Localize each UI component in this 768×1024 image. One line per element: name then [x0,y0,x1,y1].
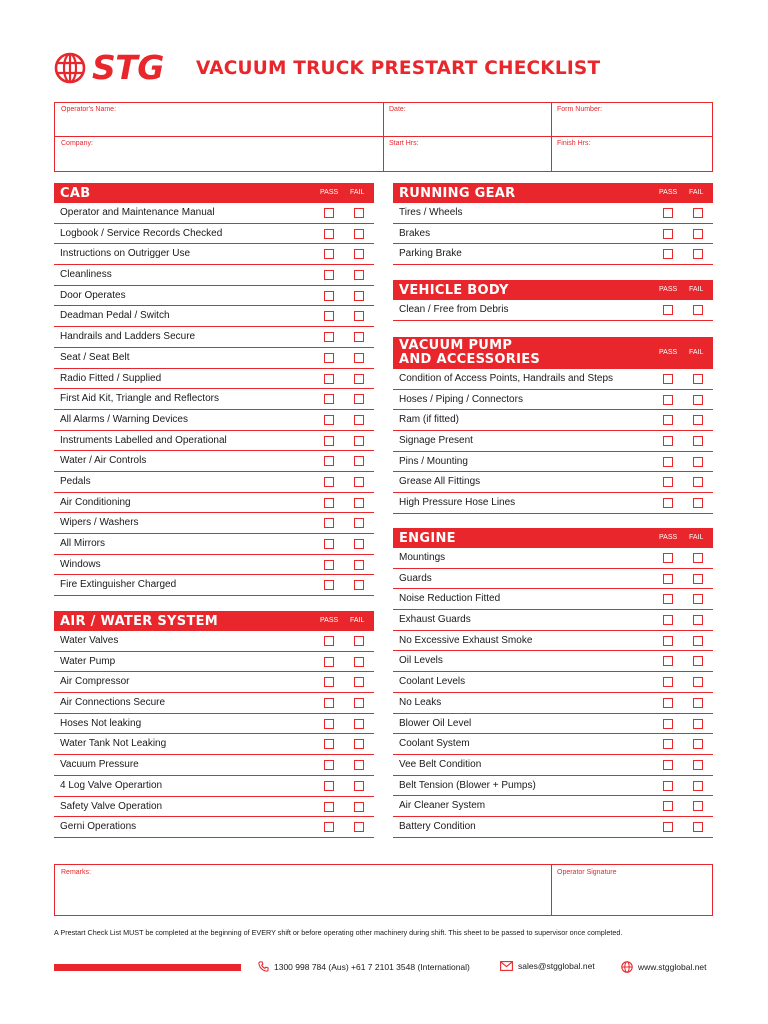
footer-website [621,961,707,973]
checklist-item-label: Noise Reduction Fitted [399,593,501,605]
checklist-item-label: Condition of Access Points, Handrails and Steps [399,373,614,384]
pass-checkbox[interactable] [663,677,673,687]
checklist-item-label: Handrails and Ladders Secure [60,331,196,343]
fail-column-label: FAIL [689,534,704,541]
fail-checkbox[interactable] [693,822,703,832]
fail-checkbox[interactable] [693,781,703,791]
pass-column-label: PASS [659,349,678,356]
checklist-row [54,327,374,348]
checklist-row [54,265,374,286]
checklist-item-label: Cleanliness [60,269,112,281]
pass-checkbox[interactable] [663,781,673,791]
checklist-item-label: Oil Levels [399,655,443,667]
checklist-item-label: High Pressure Hose Lines [399,497,516,509]
checklist-row [54,797,374,818]
phone-numbers[interactable]: 1300 998 784 (Aus) +61 7 2101 3548 (International) [274,961,470,972]
fail-column-label: FAIL [689,189,704,196]
checklist-row [54,755,374,776]
fail-checkbox[interactable] [693,656,703,666]
email-link[interactable]: sales@stgglobal.net [518,961,595,971]
checklist-row [393,693,713,714]
pass-checkbox[interactable] [324,208,334,218]
pass-checkbox[interactable] [324,781,334,791]
fail-checkbox[interactable] [354,802,364,812]
fail-checkbox[interactable] [693,229,703,239]
operator-info-box [54,102,713,172]
fail-checkbox[interactable] [354,698,364,708]
checklist-row [393,610,713,631]
checklist-row [393,734,713,755]
pass-checkbox[interactable] [324,229,334,239]
pass-checkbox[interactable] [324,739,334,749]
checklist-item-label: Gerni Operations [60,821,137,833]
checklist-row [393,714,713,735]
pass-checkbox[interactable] [324,498,334,508]
checklist-item-label: Coolant System [399,738,470,750]
fail-checkbox[interactable] [693,698,703,708]
website-link[interactable]: www.stgglobal.net [638,962,707,972]
pass-checkbox[interactable] [324,539,334,549]
operator-signature-field[interactable]: Operator Signature [557,869,617,876]
pass-checkbox[interactable] [324,353,334,363]
section-engine [393,528,713,838]
section-header [393,183,713,203]
fail-checkbox[interactable] [354,539,364,549]
checklist-item-label: Parking Brake [399,248,462,260]
checklist-row [54,203,374,224]
checklist-item-label: Brakes [399,227,431,239]
checklist-row [393,589,713,610]
checklist-row [54,555,374,576]
checklist-item-label: Belt Tension (Blower + Pumps) [399,779,536,791]
fail-checkbox[interactable] [693,305,703,315]
checklist-row [54,348,374,369]
checklist-item-label: Coolant Levels [399,676,466,688]
fail-checkbox[interactable] [354,677,364,687]
stg-logo [54,50,194,86]
fail-checkbox[interactable] [693,677,703,687]
checklist-row [54,389,374,410]
pass-checkbox[interactable] [663,760,673,770]
fail-checkbox[interactable] [693,636,703,646]
checklist-row [54,652,374,673]
fail-checkbox[interactable] [354,781,364,791]
pass-checkbox[interactable] [663,498,673,508]
pass-checkbox[interactable] [663,208,673,218]
checklist-row [393,203,713,224]
checklist-item-label: Water / Air Controls [60,455,147,467]
checklist-item-label: Guards [399,572,432,584]
pass-checkbox[interactable] [663,305,673,315]
checklist-row [393,224,713,245]
checklist-rows [54,631,374,838]
operator-name-field[interactable]: Operator's Name: [61,106,117,113]
checklist-item-label: Instructions on Outrigger Use [60,248,191,260]
fail-checkbox[interactable] [354,229,364,239]
fail-checkbox[interactable] [354,436,364,446]
fail-checkbox[interactable] [693,574,703,584]
start-hrs-field[interactable]: Start Hrs: [389,140,419,147]
checklist-row [393,472,713,493]
pass-checkbox[interactable] [324,802,334,812]
fail-checkbox[interactable] [693,436,703,446]
checklist-item-label: Wipers / Washers [60,517,139,529]
checklist-row [54,244,374,265]
fail-checkbox[interactable] [693,457,703,467]
checklist-item-label: Hoses Not leaking [60,717,142,729]
pass-checkbox[interactable] [663,719,673,729]
checklist-item-label: All Mirrors [60,538,105,549]
document-header [54,50,714,90]
fail-checkbox[interactable] [354,560,364,570]
section-cab [54,183,374,596]
checklist-row [393,431,713,452]
pass-checkbox[interactable] [663,656,673,666]
checklist-item-label: Instruments Labelled and Operational [60,434,227,446]
pass-checkbox[interactable] [663,615,673,625]
pass-checkbox[interactable] [324,677,334,687]
globe-icon [621,961,633,973]
checklist-item-label: 4 Log Valve Operartion [60,779,163,791]
pass-checkbox[interactable] [324,760,334,770]
fail-checkbox[interactable] [693,739,703,749]
fail-checkbox[interactable] [354,208,364,218]
pass-column-label: PASS [659,534,678,541]
pass-checkbox[interactable] [324,374,334,384]
checklist-row [54,672,374,693]
checklist-row [54,534,374,555]
checklist-row [54,224,374,245]
section-title: VEHICLE BODY [399,283,509,298]
pass-checkbox[interactable] [663,477,673,487]
date-field[interactable]: Date: [389,106,406,113]
fail-column-label: FAIL [350,189,365,196]
pass-checkbox[interactable] [324,657,334,667]
remarks-box [54,864,713,916]
checklist-row [393,796,713,817]
checklist-rows [54,203,374,596]
checklist-item-label: Seat / Seat Belt [60,351,130,363]
fail-checkbox[interactable] [354,580,364,590]
fail-checkbox[interactable] [693,594,703,604]
finish-hrs-field[interactable]: Finish Hrs: [557,140,591,147]
section-title: ENGINE [399,531,456,546]
pass-checkbox[interactable] [663,574,673,584]
logo-text: STG [92,48,164,87]
checklist-row [54,776,374,797]
pass-checkbox[interactable] [324,311,334,321]
pass-checkbox[interactable] [663,739,673,749]
checklist-row [54,431,374,452]
checklist-item-label: Air Cleaner System [399,800,486,812]
fail-checkbox[interactable] [354,760,364,770]
fail-checkbox[interactable] [693,395,703,405]
checklist-item-label: Water Pump [60,655,116,667]
section-title: RUNNING GEAR [399,186,516,201]
pass-checkbox[interactable] [663,822,673,832]
checklist-item-label: Signage Present [399,435,473,447]
checklist-row [393,817,713,838]
checklist-item-label: Mountings [399,552,446,563]
pass-checkbox[interactable] [324,415,334,425]
checklist-item-label: Deadman Pedal / Switch [60,310,170,322]
pass-checkbox[interactable] [324,394,334,404]
fail-checkbox[interactable] [354,353,364,363]
checklist-item-label: Battery Condition [399,820,476,832]
checklist-row [54,472,374,493]
checklist-row [54,286,374,307]
fail-checkbox[interactable] [693,415,703,425]
fail-checkbox[interactable] [354,311,364,321]
fail-checkbox[interactable] [354,415,364,425]
checklist-row [54,817,374,838]
pass-checkbox[interactable] [324,436,334,446]
document-title: VACUUM TRUCK PRESTART CHECKLIST [196,58,601,79]
checklist-rows [393,369,713,514]
checklist-row [393,493,713,514]
pass-checkbox[interactable] [324,580,334,590]
pass-column-label: PASS [320,617,339,624]
globe-icon [54,52,86,84]
checklist-row [393,776,713,797]
section-header [393,280,713,300]
fail-checkbox[interactable] [693,249,703,259]
checklist-item-label: Air Conditioning [60,496,131,508]
section-title-line2: AND ACCESSORIES [399,352,541,367]
checklist-item-label: Logbook / Service Records Checked [60,227,223,239]
fail-checkbox[interactable] [354,249,364,259]
section-header [54,183,374,203]
checklist-item-label: All Alarms / Warning Devices [60,413,188,425]
pass-checkbox[interactable] [324,822,334,832]
checklist-item-label: No Leaks [399,696,442,708]
fail-checkbox[interactable] [354,822,364,832]
fail-checkbox[interactable] [354,332,364,342]
checklist-item-label: Door Operates [60,289,126,301]
pass-column-label: PASS [659,189,678,196]
checklist-item-label: Windows [60,558,101,570]
footer-email [500,961,595,971]
fail-checkbox[interactable] [354,739,364,749]
checklist-item-label: Hoses / Piping / Connectors [399,393,523,405]
checklist-item-label: Exhaust Guards [399,614,471,626]
checklist-row [54,410,374,431]
fail-checkbox[interactable] [354,477,364,487]
checklist-row [393,548,713,569]
section-header [393,528,713,548]
pass-checkbox[interactable] [324,698,334,708]
checklist-row [393,672,713,693]
pass-checkbox[interactable] [324,518,334,528]
checklist-row [54,451,374,472]
pass-checkbox[interactable] [663,436,673,446]
checklist-row [393,300,713,321]
prestart-notice: A Prestart Check List MUST be completed at the beginning of EVERY shift or before operating other machinery during shift. This sheet to be passed to supervisor once completed. [54,928,623,937]
checklist-item-label: Pins / Mounting [399,455,468,467]
fail-checkbox[interactable] [693,208,703,218]
section-title: CAB [60,186,91,201]
checklist-item-label: Water Tank Not Leaking [60,738,167,750]
pass-checkbox[interactable] [324,477,334,487]
pass-checkbox[interactable] [663,698,673,708]
checklist-item-label: Radio Fitted / Supplied [60,372,162,384]
section-title-line1: VACUUM PUMP [399,338,513,353]
checklist-item-label: No Excessive Exhaust Smoke [399,634,533,646]
footer-phone [258,961,470,972]
checklist-row [54,693,374,714]
checklist-row [54,306,374,327]
pass-checkbox[interactable] [324,636,334,646]
pass-checkbox[interactable] [324,270,334,280]
checklist-row [54,513,374,534]
checklist-rows [393,548,713,838]
pass-checkbox[interactable] [663,249,673,259]
fail-checkbox[interactable] [693,477,703,487]
pass-checkbox[interactable] [663,229,673,239]
fail-checkbox[interactable] [354,636,364,646]
fail-checkbox[interactable] [693,719,703,729]
fail-checkbox[interactable] [354,374,364,384]
checklist-item-label: Blower Oil Level [399,717,472,729]
fail-checkbox[interactable] [354,518,364,528]
pass-checkbox[interactable] [324,291,334,301]
section-running-gear [393,183,713,265]
pass-checkbox[interactable] [663,395,673,405]
pass-column-label: PASS [320,189,339,196]
section-header [393,337,713,369]
checklist-item-label: First Aid Kit, Triangle and Reflectors [60,393,219,405]
checklist-item-label: Fire Extinguisher Charged [60,579,177,591]
pass-checkbox[interactable] [663,374,673,384]
section-air-water-system [54,611,374,838]
pass-checkbox[interactable] [324,456,334,466]
fail-column-label: FAIL [689,286,704,293]
fail-checkbox[interactable] [693,801,703,811]
checklist-row [54,631,374,652]
checklist-item-label: Vee Belt Condition [399,758,482,770]
fail-checkbox[interactable] [354,394,364,404]
checklist-row [393,369,713,390]
checklist-item-label: Ram (if fitted) [399,414,460,426]
pass-checkbox[interactable] [663,801,673,811]
checklist-item-label: Pedals [60,475,91,487]
fail-checkbox[interactable] [354,270,364,280]
checklist-row [54,734,374,755]
checklist-item-label: Air Compressor [60,676,130,688]
pass-checkbox[interactable] [663,457,673,467]
fail-checkbox[interactable] [354,719,364,729]
mail-icon [500,961,513,971]
checklist-rows [393,203,713,265]
remarks-field[interactable]: Remarks: [61,869,91,876]
pass-checkbox[interactable] [663,594,673,604]
phone-icon [258,961,269,972]
fail-checkbox[interactable] [354,657,364,667]
fail-checkbox[interactable] [354,291,364,301]
section-header [54,611,374,631]
fail-checkbox[interactable] [693,553,703,563]
pass-checkbox[interactable] [324,332,334,342]
fail-checkbox[interactable] [693,760,703,770]
fail-column-label: FAIL [350,617,365,624]
fail-checkbox[interactable] [693,615,703,625]
checklist-row [393,452,713,473]
fail-checkbox[interactable] [693,498,703,508]
checklist-item-label: Operator and Maintenance Manual [60,207,215,218]
pass-checkbox[interactable] [663,636,673,646]
checklist-row [393,631,713,652]
footer-accent-bar [54,964,241,971]
checklist-row [393,651,713,672]
checklist-item-label: Clean / Free from Debris [399,304,509,315]
pass-checkbox[interactable] [324,249,334,259]
fail-checkbox[interactable] [354,456,364,466]
pass-checkbox[interactable] [324,719,334,729]
checklist-item-label: Grease All Fittings [399,476,481,488]
checklist-item-label: Tires / Wheels [399,207,463,218]
checklist-row [393,410,713,431]
section-vacuum-pump [393,337,713,514]
fail-checkbox[interactable] [354,498,364,508]
pass-column-label: PASS [659,286,678,293]
pass-checkbox[interactable] [663,415,673,425]
checklist-item-label: Air Connections Secure [60,697,166,709]
checklist-row [54,369,374,390]
checklist-item-label: Vacuum Pressure [60,759,139,771]
section-title: AIR / WATER SYSTEM [60,614,219,629]
checklist-row [393,569,713,590]
checklist-row [54,714,374,735]
checklist-row [54,493,374,514]
checklist-row [393,244,713,265]
pass-checkbox[interactable] [324,560,334,570]
pass-checkbox[interactable] [663,553,673,563]
checklist-item-label: Water Valves [60,635,119,646]
fail-column-label: FAIL [689,349,704,356]
checklist-item-label: Safety Valve Operation [60,800,163,812]
form-number-field[interactable]: Form Number: [557,106,603,113]
checklist-row [54,575,374,596]
company-field[interactable]: Company: [61,140,93,147]
fail-checkbox[interactable] [693,374,703,384]
checklist-row [393,390,713,411]
section-vehicle-body [393,280,713,321]
checklist-rows [393,300,713,321]
checklist-row [393,755,713,776]
